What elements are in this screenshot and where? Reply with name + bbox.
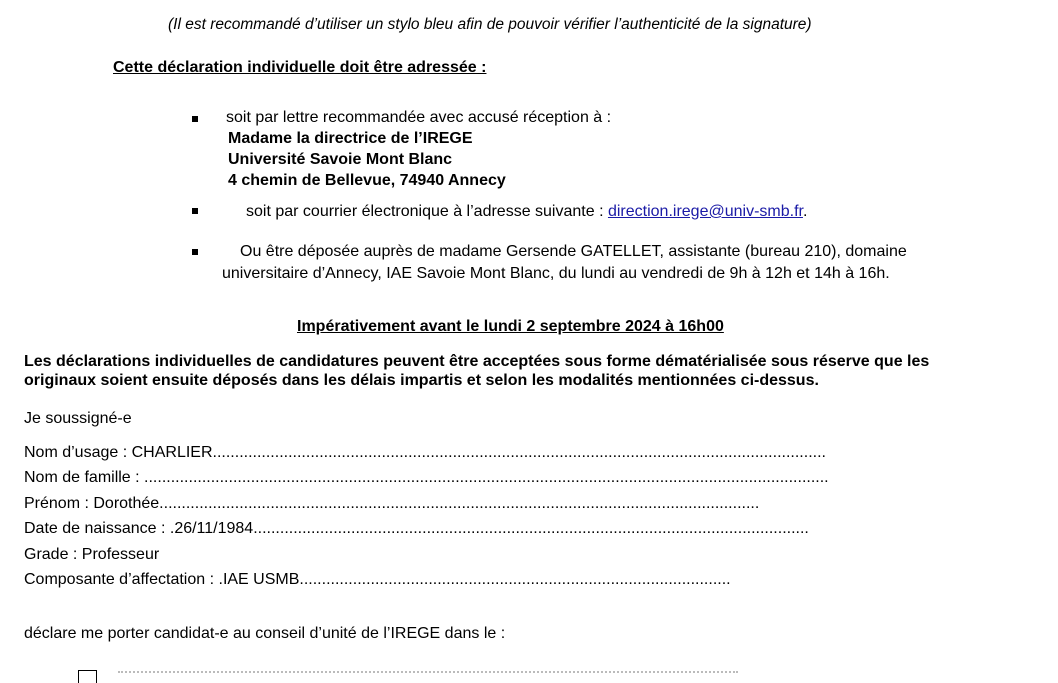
field-nom-usage: Nom d’usage : CHARLIER.......................................................................................................................................... (24, 444, 826, 461)
paragraph-line-1: Les déclarations individuelles de candidatures peuvent être acceptées sous forme dématérialisée sous réserve que les (24, 353, 930, 370)
deposit-option-line-2: universitaire d’Annecy, IAE Savoie Mont Blanc, du lundi au vendredi de 9h à 12h et 14h à 16h. (222, 265, 890, 282)
bullet-icon (192, 249, 198, 255)
bullet-icon (192, 208, 198, 214)
field-nom-famille: Nom de famille : .......................................................................................................................................................... (24, 469, 829, 486)
bullet-icon (192, 116, 198, 122)
cut-off-line (118, 671, 738, 675)
mail-option-text: soit par lettre recommandée avec accusé réception à : (226, 109, 612, 126)
field-prenom: Prénom : Dorothée....................................................................................................................................... (24, 495, 760, 512)
paragraph-line-2: originaux soient ensuite déposés dans les délais impartis et selon les modalités mentionnées ci-dessus. (24, 372, 819, 389)
field-composante: Composante d’affectation : .IAE USMB................................................................................................. (24, 571, 731, 588)
address-line-2: Université Savoie Mont Blanc (228, 151, 453, 168)
email-option-text: soit par courrier électronique à l’adresse suivante : (246, 203, 608, 220)
deadline-heading: Impérativement avant le lundi 2 septembre 2024 à 16h00 (297, 318, 724, 335)
field-grade: Grade : Professeur (24, 546, 160, 563)
email-option (246, 203, 807, 221)
field-date-naissance: Date de naissance : .26/11/1984............................................................................................................................. (24, 520, 809, 537)
address-line-1: Madame la directrice de l’IREGE (228, 130, 473, 147)
address-line-3: 4 chemin de Bellevue, 74940 Annecy (228, 172, 506, 189)
soussigne-label: Je soussigné-e (24, 410, 132, 427)
signature-note: (Il est recommandé d’utiliser un stylo bleu afin de pouvoir vérifier l’authenticité de la signature) (168, 16, 812, 33)
email-link[interactable]: direction.irege@univ-smb.fr (607, 203, 803, 220)
declaration-text: déclare me porter candidat-e au conseil d’unité de l’IREGE dans le : (24, 625, 506, 642)
email-suffix: . (802, 203, 808, 220)
deposit-option-line-1: Ou être déposée auprès de madame Gersende GATELLET, assistante (bureau 210), domaine (240, 243, 907, 260)
sending-heading: Cette déclaration individuelle doit être adressée : (113, 59, 487, 76)
checkbox[interactable] (78, 670, 97, 683)
dematerialized-paragraph (24, 352, 929, 390)
